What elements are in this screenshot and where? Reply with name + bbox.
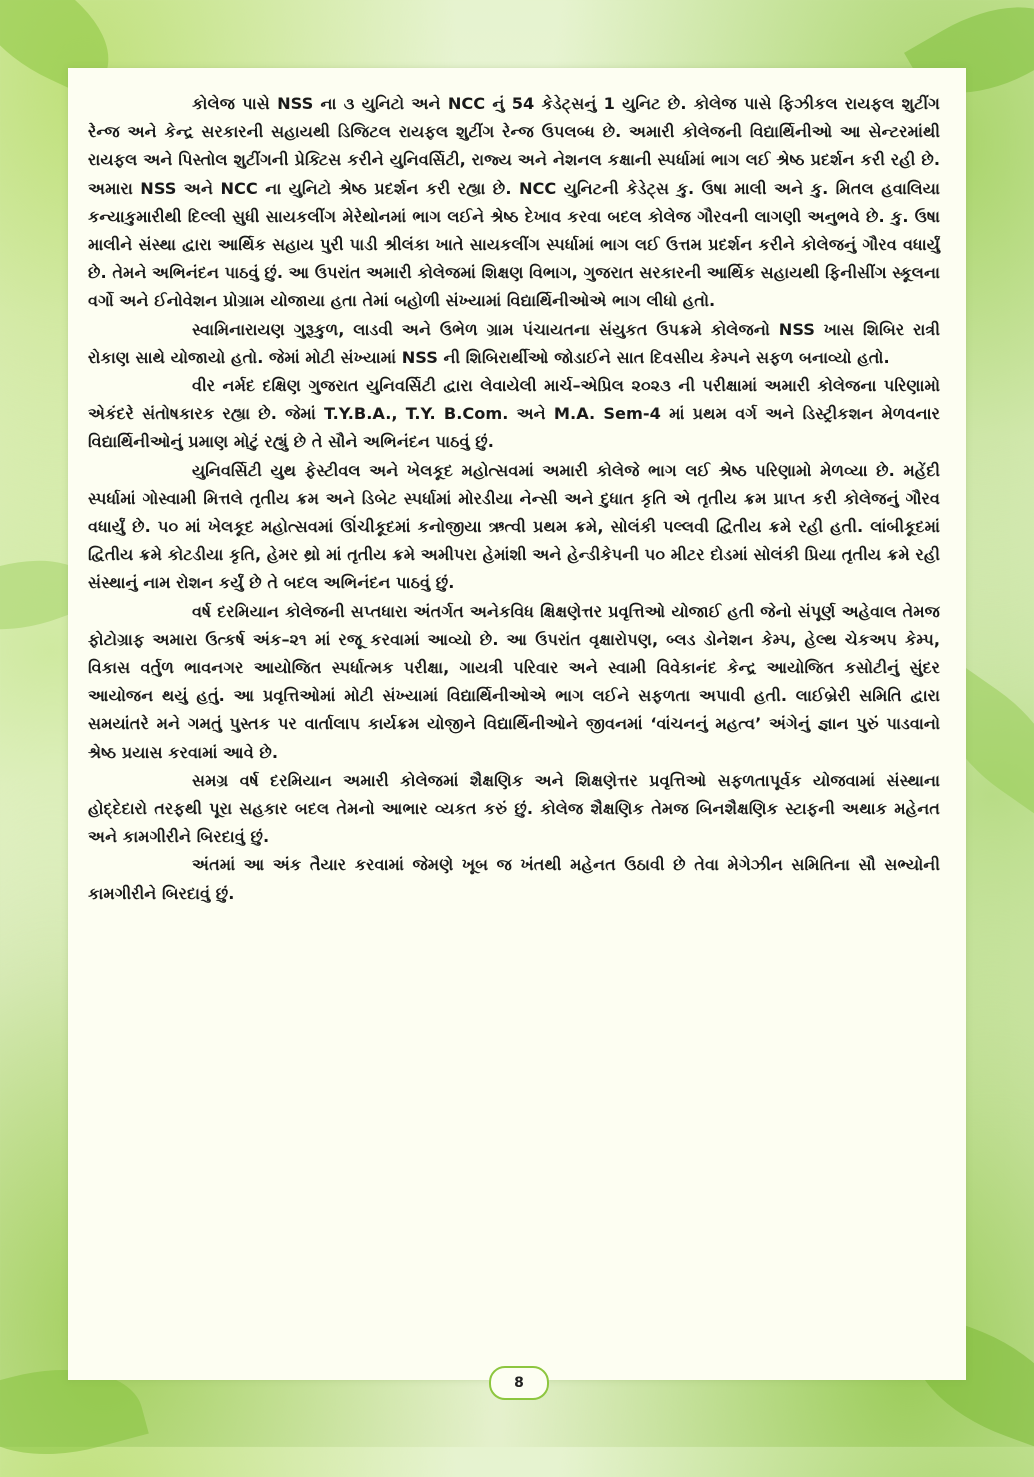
paragraph-6: સમગ્ર વર્ષ દરમિયાન અમારી કોલેજમાં શૈક્ષણિક અને શિક્ષણેત્તર પ્રવૃત્તિઓ સફળતાપૂર્વક યોજવામાં સંસ્થાના હોદ્દેદારો તરફથી પૂરા સહકાર બદલ તેમનો આભાર વ્યકત કરું છું. કોલેજ શૈક્ષણિક તેમજ બિનશૈક્ષણિક સ્ટાફની અથાક મહેનત અને કામગીરીને બિરદાવું છું. [88,770,940,847]
article-body [88,90,940,908]
paragraph-1: કોલેજ પાસે NSS ના ૩ યુનિટો અને NCC નું 54 કેડેટ્સનું 1 યુનિટ છે. કોલેજ પાસે ફિઝીકલ રાયફલ શુટીંગ રેન્જ અને કેન્દ્ર સરકારની સહાયથી ડિજિટલ રાયફલ શુટીંગ રેન્જ ઉપલબ્ધ છે. અમારી કોલેજની વિદ્યાર્થિનીઓ આ સેન્ટરમાંથી રાયફલ અને પિસ્તોલ શુટીંગની પ્રેક્ટિસ કરીને યુનિવર્સિટી, રાજ્ય અને નેશનલ કક્ષાની સ્પર્ધામાં ભાગ લઈ શ્રેષ્ઠ પ્રદર્શન કરી રહી છે. અમારા NSS અને NCC ના યુનિટો શ્રેષ્ઠ પ્રદર્શન કરી રહ્યા છે. NCC યુનિટની કેડેટ્સ કુ. ઉષા માલી અને કુ. મિતલ હવાલિયા કન્યાકુમારીથી દિલ્લી સુધી સાયકલીંગ મેરેથોનમાં ભાગ લઈને શ્રેષ્ઠ દેખાવ કરવા બદલ કોલેજ ગૌરવની લાગણી અનુભવે છે. કુ. ઉષા માલીને સંસ્થા દ્વારા આર્થિક સહાય પુરી પાડી શ્રીલંકા ખાતે સાયકલીંગ સ્પર્ધામાં ભાગ લઈ ઉત્તમ પ્રદર્શન કરીને કોલેજનું ગૌરવ વધાર્યું છે. તેમને અભિનંદન પાઠવું છું. આ ઉપરાંત અમારી કોલેજમાં શિક્ષણ વિભાગ, ગુજરાત સરકારની આર્થિક સહાયથી ફિનીસીંગ સ્કૂલના વર્ગો અને ઈનોવેશન પ્રોગ્રામ યોજાયા હતા તેમાં બહોળી સંખ્યામાં વિદ્યાર્થિનીઓએ ભાગ લીધો હતો. [88,94,940,311]
paragraph-2: સ્વામિનારાયણ ગુરૂકુળ, લાડવી અને ઉભેળ ગ્રામ પંચાયતના સંયુકત ઉપક્રમે કોલેજનો NSS ખાસ શિબિર રાત્રી રોકાણ સાથે યોજાયો હતો. જેમાં મોટી સંખ્યામાં NSS ની શિબિરાર્થીઓ જોડાઈને સાત દિવસીય કેમ્પને સફળ બનાવ્યો હતો. [88,319,940,367]
paragraph-7: અંતમાં આ અંક તૈયાર કરવામાં જેમણે ખૂબ જ ખંતથી મહેનત ઉઠાવી છે તેવા મેગેઝીન સમિતિના સૌ સભ્યોની કામગીરીને બિરદાવું છું. [88,855,940,903]
paragraph-5: વર્ષ દરમિયાન કોલેજની સપ્તધારા અંતર્ગત અનેકવિધ ક્ષિક્ષણેત્તર પ્રવૃત્તિઓ યોજાઈ હતી જેનો સંપૂર્ણ અહેવાલ તેમજ ફોટોગ્રાફ અમારા ઉત્કર્ષ અંક–૨૧ માં રજૂ કરવામાં આવ્યો છે. આ ઉપરાંત વૃક્ષારોપણ, બ્લડ ડોનેશન કેમ્પ, હેલ્થ ચેકઅપ કેમ્પ, વિકાસ વર્તુળ ભાવનગર આયોજિત સ્પર્ધાત્મક પરીક્ષા, ગાયત્રી પરિવાર અને સ્વામી વિવેકાનંદ કેન્દ્ર આયોજિત કસોટીનું સુંદર આયોજન થયું હતું. આ પ્રવૃત્તિઓમાં મોટી સંખ્યામાં વિદ્યાર્થિનીઓએ ભાગ લઈને સફળતા અપાવી હતી. લાઈબ્રેરી સમિતિ દ્વારા સમયાંતરે મને ગમતું પુસ્તક પર વાર્તાલાપ કાર્યક્રમ યોજીને વિદ્યાર્થિનીઓને જીવનમાં ‘વાંચનનું મહત્વ’ અંગેનું જ્ઞાન પુરું પાડવાનો શ્રેષ્ઠ પ્રયાસ કરવામાં આવે છે. [88,601,940,762]
paragraph-3: વીર નર્મદ દક્ષિણ ગુજરાત યુનિવર્સિટી દ્વારા લેવાયેલી માર્ચ–એપ્રિલ ૨૦૨૩ ની પરીક્ષામાં અમારી કોલેજના પરિણામો એકંદરે સંતોષકારક રહ્યા છે. જેમાં T.Y.B.A., T.Y. B.Com. અને M.A. Sem-4 માં પ્રથમ વર્ગ અને ડિસ્ટ્રીકશન મેળવનાર વિદ્યાર્થિનીઓનું પ્રમાણ મોટું રહ્યું છે તે સૌને અભિનંદન પાઠવું છું. [88,376,940,452]
page-number: 8 [489,1366,549,1400]
paragraph-4: યુનિવર્સિટી યુથ ફેસ્ટીવલ અને ખેલકૂદ મહોત્સવમાં અમારી કોલેજે ભાગ લઈ શ્રેષ્ઠ પરિણામો મેળવ્યા છે. મહેંદી સ્પર્ધામાં ગોસ્વામી મિત્તલે તૃતીય ક્રમ અને ડિબેટ સ્પર્ધામાં મોરડીયા નેન્સી અને દુધાત કૃતિ એ તૃતીય ક્રમ પ્રાપ્ત કરી કોલેજનું ગૌરવ વધાર્યું છે. ૫૦ માં ખેલકૂદ મહોત્સવમાં ઊંચીકૂદમાં કનોજીયા ઋત્વી પ્રથમ ક્રમે, સોલંકી પલ્લવી દ્વિતીય ક્રમે રહી હતી. લાંબીકૂદમાં દ્વિતીય ક્રમે કોટડીયા કૃતિ, હેમર થ્રો માં તૃતીય ક્રમે અમીપરા હેમાંશી અને હેન્ડીકેપની ૫૦ મીટર દોડમાં સોલંકી પ્રિયા તૃતીય ક્રમે રહી સંસ્થાનું નામ રોશન કર્યું છે તે બદલ અભિનંદન પાઠવું છું. [88,460,940,593]
